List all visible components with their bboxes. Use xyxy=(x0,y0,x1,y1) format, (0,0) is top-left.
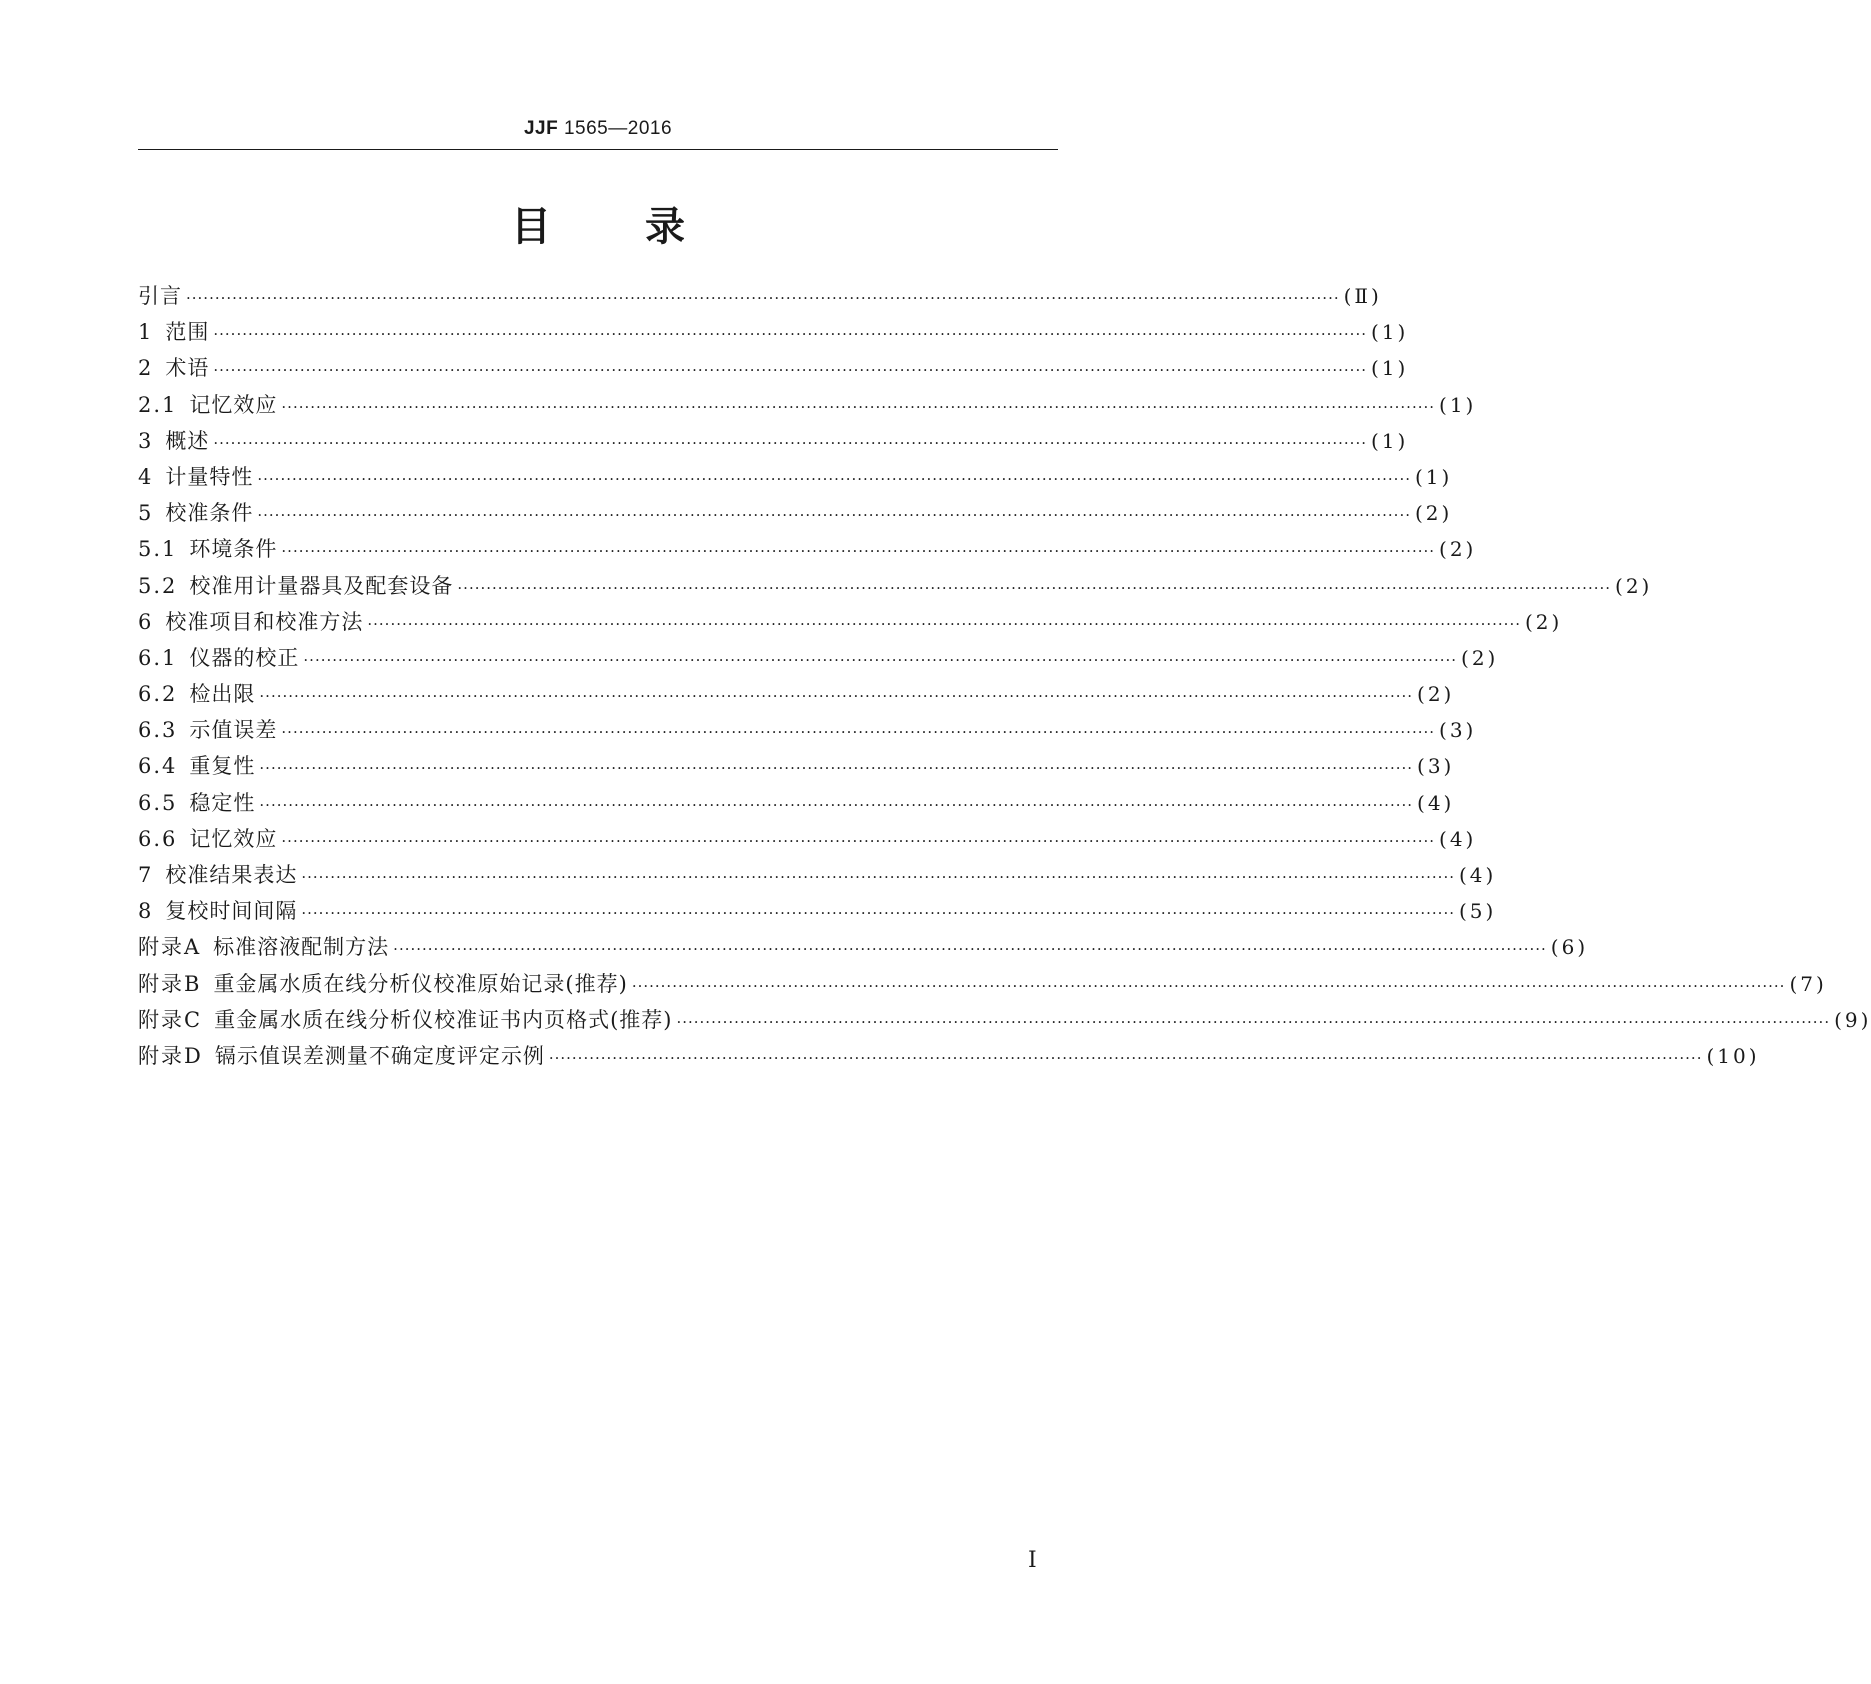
toc-entry-number: 6.1 xyxy=(138,645,178,670)
toc-dot-leader: ········································································································································································································ xyxy=(213,325,1367,344)
toc-entry-number: 6 xyxy=(138,609,154,634)
toc-entry[interactable] xyxy=(138,314,1409,350)
toc-entry-page: (1) xyxy=(1371,356,1409,381)
toc-dot-leader: ········································································································································································································ xyxy=(213,361,1367,380)
toc-entry-page: (2) xyxy=(1615,573,1653,598)
toc-entry-title: 重金属水质在线分析仪校准原始记录(推荐) xyxy=(213,971,628,996)
toc-dot-leader: ········································································································································································································ xyxy=(259,795,1414,814)
toc-entry-page: (10) xyxy=(1706,1043,1760,1068)
toc-entry[interactable] xyxy=(138,676,1455,712)
toc-dot-leader: ········································································································································································································ xyxy=(213,433,1367,452)
toc-dot-leader: ········································································································································································································ xyxy=(257,506,1411,525)
toc-entry-page: (2) xyxy=(1525,609,1563,634)
toc-entry-number: 附录B xyxy=(138,971,202,996)
toc-entry-number: 附录D xyxy=(138,1043,203,1068)
toc-entry-number: 6.6 xyxy=(138,826,178,851)
toc-dot-leader: ········································································································································································································ xyxy=(281,542,1436,561)
toc-entry-title: 引言 xyxy=(138,284,182,308)
toc-entry-number: 附录C xyxy=(138,1007,203,1032)
toc-entry[interactable] xyxy=(138,785,1455,821)
toc-entry[interactable] xyxy=(138,387,1477,423)
standard-number: 1565—2016 xyxy=(563,118,673,139)
toc-dot-leader: ········································································································································································································ xyxy=(186,289,1340,307)
toc-entry-title: 仪器的校正 xyxy=(189,645,300,670)
toc-entry-number: 7 xyxy=(138,863,154,887)
toc-entry-title: 标准溶液配制方法 xyxy=(213,935,390,960)
toc-dot-leader: ········································································································································································································ xyxy=(393,940,1547,959)
toc-entry-page: (4) xyxy=(1439,826,1477,851)
toc-entry-number: 5.2 xyxy=(138,573,178,598)
toc-entry-number: 4 xyxy=(138,464,154,489)
toc-entry-number: 附录A xyxy=(138,935,202,960)
toc-dot-leader: ········································································································································································································ xyxy=(367,614,1521,633)
toc-entry-title: 稳定性 xyxy=(189,790,256,815)
toc-entry-number: 6.3 xyxy=(138,718,178,743)
toc-entry[interactable] xyxy=(138,748,1455,784)
toc-entry[interactable] xyxy=(138,1002,1871,1038)
toc-entry[interactable] xyxy=(138,350,1409,386)
page-title-right: 录 xyxy=(645,204,685,250)
toc-dot-leader: ········································································································································································································ xyxy=(281,831,1436,850)
toc-dot-leader: ········································································································································································································ xyxy=(301,904,1455,923)
toc-entry-number: 2 xyxy=(138,356,154,381)
toc-entry-title: 计量特性 xyxy=(165,464,254,489)
toc-dot-leader: ········································································································································································································ xyxy=(457,578,1612,597)
toc-entry-number: 6.2 xyxy=(138,682,178,707)
toc-entry-title: 校准条件 xyxy=(165,501,254,526)
toc-entry[interactable] xyxy=(138,893,1497,929)
toc-entry-page: (Ⅱ) xyxy=(1343,284,1382,308)
toc-entry-title: 校准结果表达 xyxy=(165,863,298,887)
toc-entry-page: (5) xyxy=(1459,899,1497,924)
toc-entry[interactable] xyxy=(138,531,1477,567)
standard-code: JJF xyxy=(523,118,559,139)
toc-entry-title: 术语 xyxy=(165,356,210,381)
toc-entry[interactable] xyxy=(138,1038,1760,1074)
toc-entry-title: 环境条件 xyxy=(189,537,278,562)
toc-entry-title: 记忆效应 xyxy=(189,392,278,417)
toc-dot-leader: ········································································································································································································ xyxy=(281,723,1436,742)
toc-entry-title: 示值误差 xyxy=(189,718,278,743)
toc-dot-leader: ········································································································································································································ xyxy=(259,759,1414,778)
toc-entry[interactable] xyxy=(138,857,1497,893)
toc-entry-title: 记忆效应 xyxy=(189,826,278,851)
toc-entry[interactable] xyxy=(138,966,1827,1002)
toc-entry-number: 6.5 xyxy=(138,790,178,815)
toc-dot-leader: ········································································································································································································ xyxy=(303,650,1458,669)
toc-entry-page: (7) xyxy=(1789,971,1827,996)
toc-dot-leader: ········································································································································································································ xyxy=(281,397,1436,416)
toc-entry[interactable] xyxy=(138,278,1382,314)
page-number: Ⅰ xyxy=(1028,1548,1037,1573)
toc-entry-page: (3) xyxy=(1417,754,1455,779)
table-of-contents xyxy=(138,278,1871,1074)
toc-entry-number: 5 xyxy=(138,501,154,526)
toc-entry[interactable] xyxy=(138,929,1589,965)
toc-entry-page: (4) xyxy=(1417,790,1455,815)
toc-entry-title: 校准项目和校准方法 xyxy=(165,609,364,634)
toc-entry[interactable] xyxy=(138,495,1453,531)
toc-entry-title: 重金属水质在线分析仪校准证书内页格式(推荐) xyxy=(214,1007,673,1032)
toc-entry-title: 镉示值误差测量不确定度评定示例 xyxy=(214,1043,545,1068)
toc-dot-leader: ········································································································································································································ xyxy=(548,1048,1703,1067)
toc-entry-title: 重复性 xyxy=(189,754,256,779)
toc-entry-page: (6) xyxy=(1550,935,1589,960)
toc-entry[interactable] xyxy=(138,604,1563,640)
toc-entry-number: 8 xyxy=(138,899,154,924)
toc-entry-page: (2) xyxy=(1439,537,1477,562)
toc-entry-number: 2.1 xyxy=(138,392,178,417)
toc-entry-page: (2) xyxy=(1415,501,1453,526)
toc-entry[interactable] xyxy=(138,459,1453,495)
toc-entry-title: 复校时间间隔 xyxy=(165,899,298,924)
toc-dot-leader: ········································································································································································································ xyxy=(631,976,1786,995)
toc-entry-page: (4) xyxy=(1459,863,1497,887)
toc-entry-page: (2) xyxy=(1417,682,1455,707)
toc-entry[interactable] xyxy=(138,712,1477,748)
toc-entry-title: 范围 xyxy=(165,320,210,345)
toc-dot-leader: ········································································································································································································ xyxy=(259,687,1414,706)
toc-entry-page: (1) xyxy=(1371,428,1409,453)
header-rule xyxy=(138,149,1058,150)
page-title-left: 目 xyxy=(511,204,551,250)
toc-entry[interactable] xyxy=(138,821,1477,857)
toc-entry[interactable] xyxy=(138,568,1653,604)
toc-entry-number: 3 xyxy=(138,428,154,453)
toc-entry-page: (1) xyxy=(1371,320,1409,345)
toc-entry-page: (2) xyxy=(1461,645,1499,670)
toc-entry-number: 6.4 xyxy=(138,754,178,779)
toc-entry[interactable] xyxy=(138,423,1409,459)
toc-dot-leader: ········································································································································································································ xyxy=(676,1012,1831,1031)
toc-entry-page: (9) xyxy=(1834,1007,1871,1032)
page-title xyxy=(138,195,1058,252)
toc-entry-number: 5.1 xyxy=(138,537,178,562)
toc-dot-leader: ········································································································································································································ xyxy=(257,469,1411,488)
toc-entry-number: 1 xyxy=(138,320,154,345)
toc-dot-leader: ········································································································································································································ xyxy=(301,868,1455,886)
toc-entry-title: 检出限 xyxy=(189,682,256,707)
toc-entry[interactable] xyxy=(138,640,1499,676)
toc-entry-page: (3) xyxy=(1439,718,1477,743)
toc-entry-title: 概述 xyxy=(165,428,210,453)
toc-entry-title: 校准用计量器具及配套设备 xyxy=(189,573,454,598)
toc-entry-page: (1) xyxy=(1415,464,1453,489)
toc-entry-page: (1) xyxy=(1439,392,1477,417)
running-header xyxy=(138,118,1058,140)
